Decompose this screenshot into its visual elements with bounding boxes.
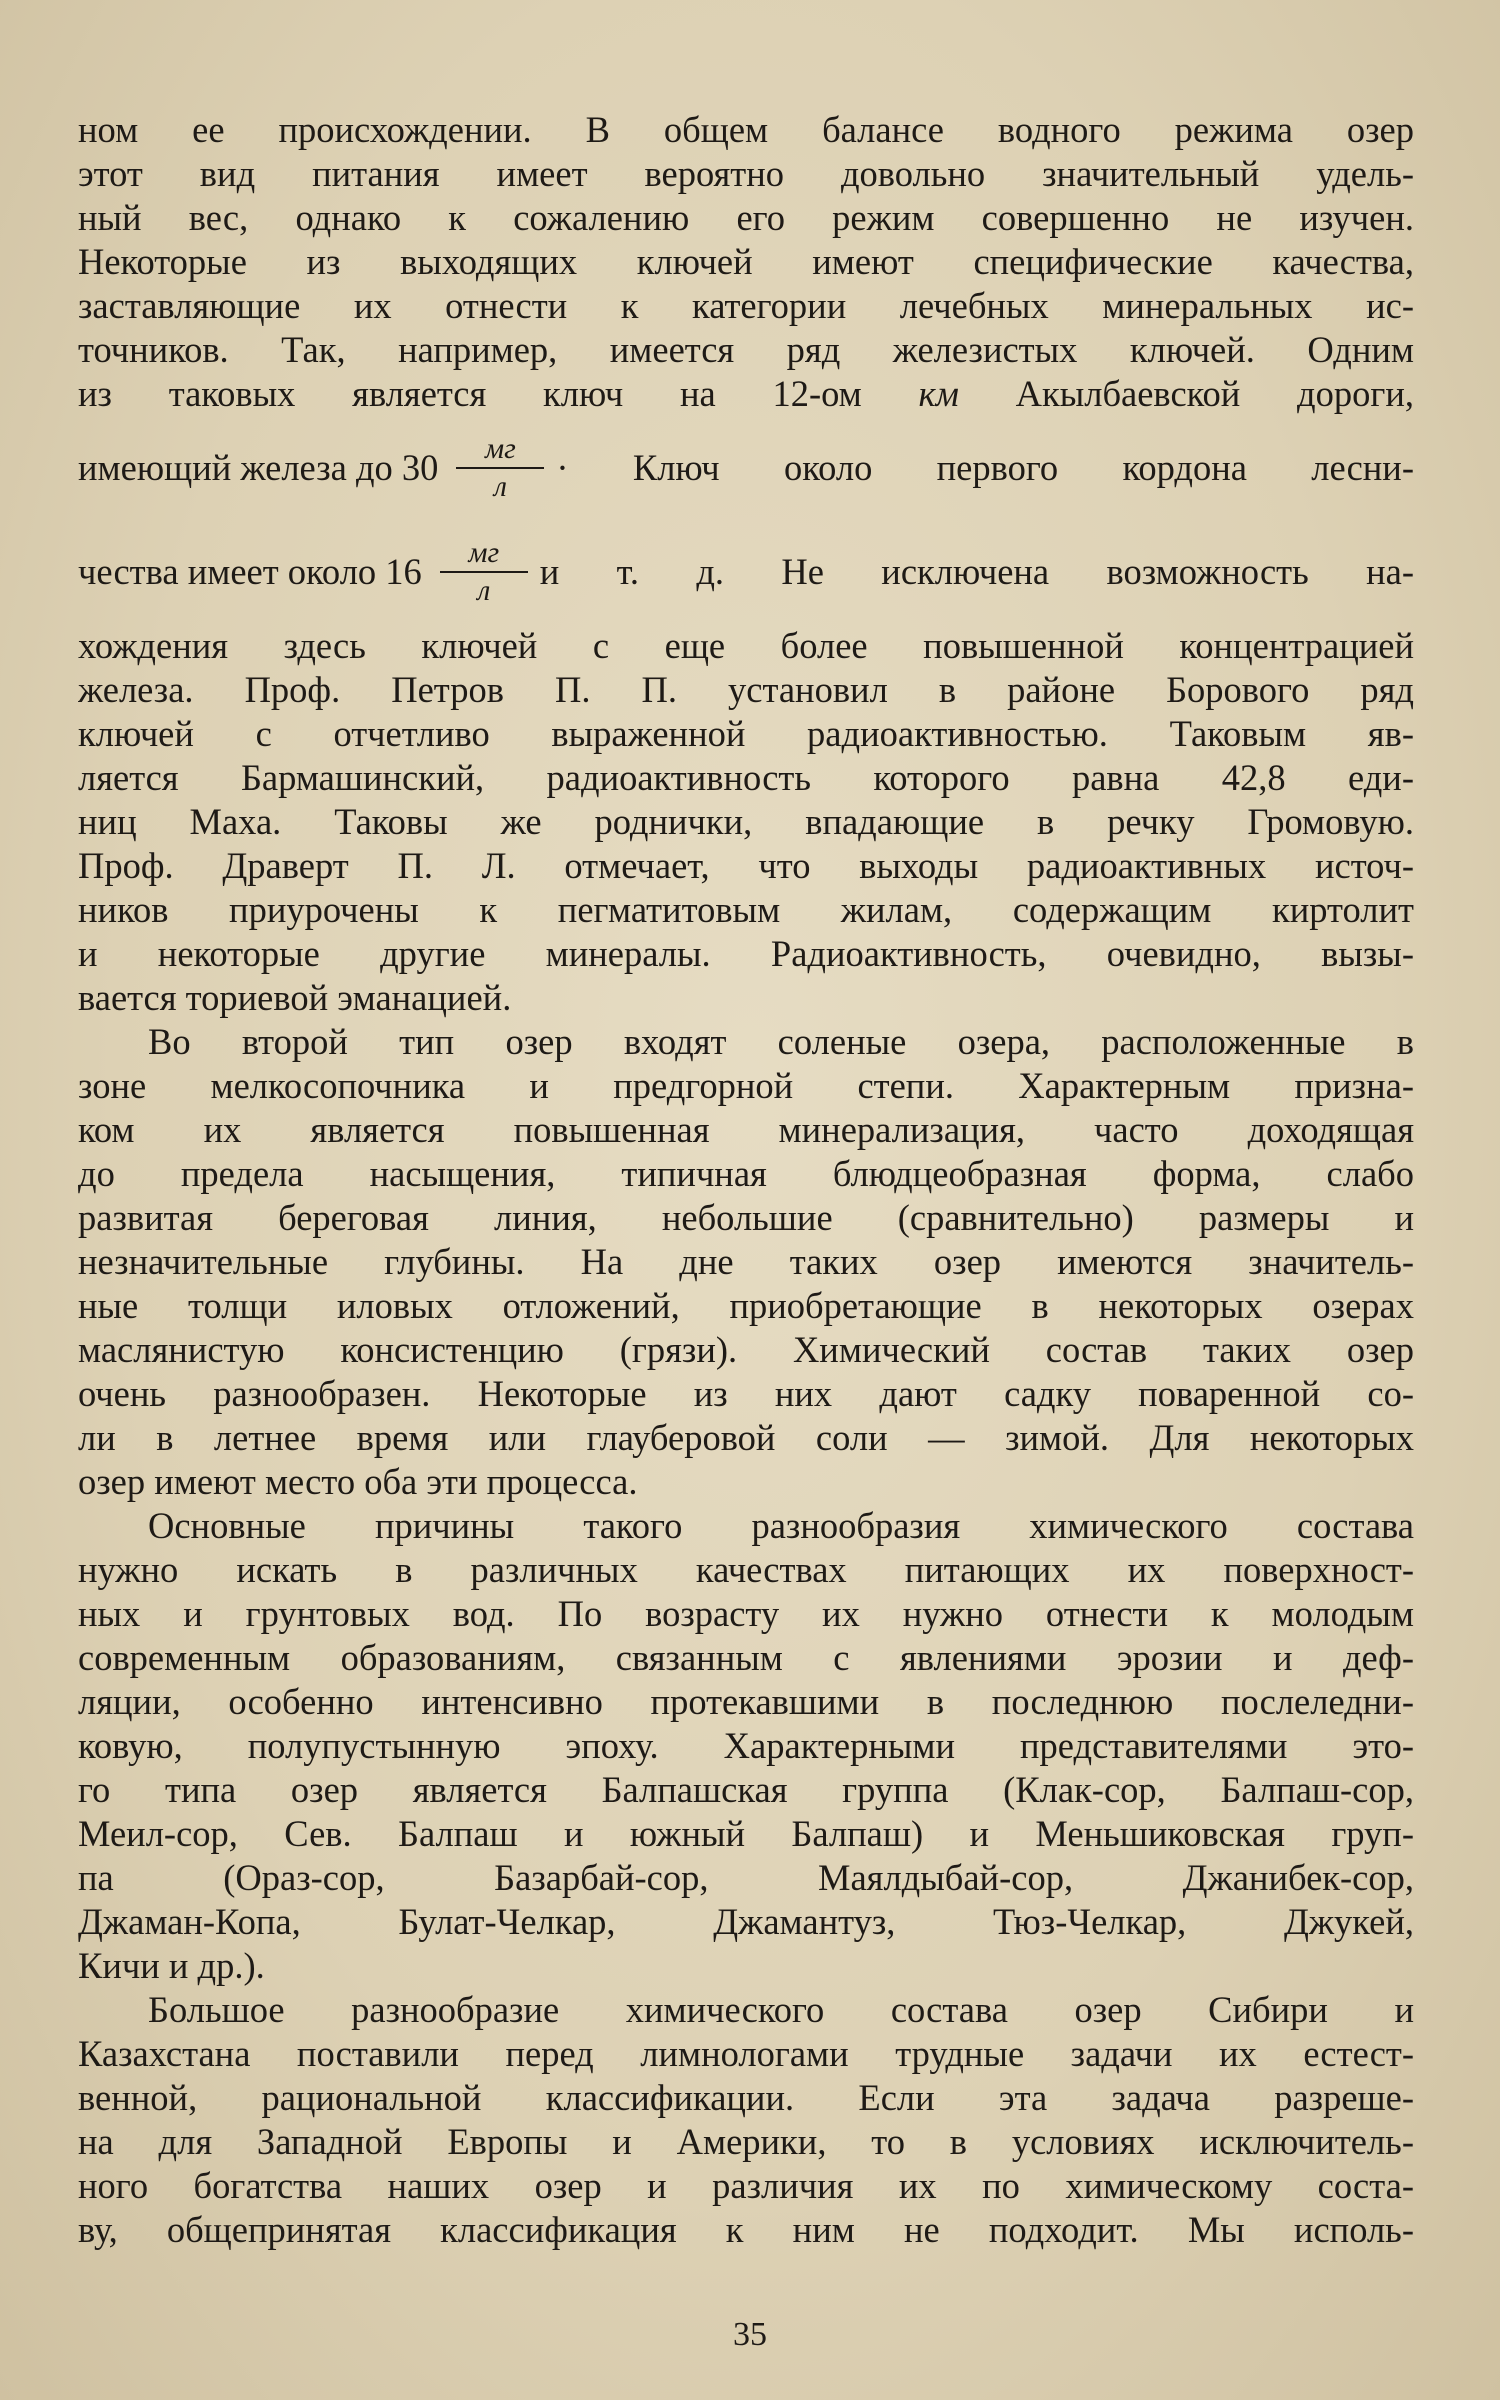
text-segment: чества имеет около 16 (78, 551, 422, 592)
text-line: ключей с отчетливо выраженной радиоактивностью. Таковым яв- (78, 713, 1414, 754)
text-line: венной, рациональной классификации. Если эта задача разреше- (78, 2077, 1414, 2118)
text-line: очень разнообразен. Некоторые из них дают садку поваренной со- (78, 1373, 1414, 1414)
text-line: этот вид питания имеет вероятно довольно значительный удель- (78, 153, 1414, 194)
text-line: незначительные глубины. На дне таких озер имеются значитель- (78, 1241, 1414, 1282)
fraction-denominator: л (477, 574, 491, 607)
text-line: ляции, особенно интенсивно протекавшими в последнюю послеледни- (78, 1681, 1414, 1722)
text-segment: · Ключ около первого кордона лесни- (556, 447, 1414, 488)
text-line: зоне мелкосопочника и предгорной степи. Характерным призна- (78, 1065, 1414, 1106)
text-line: ву, общепринятая классификация к ним не подходит. Мы исполь- (78, 2209, 1414, 2250)
paragraph-start-line: Большое разнообразие химического состава озер Сибири и (148, 1989, 1414, 2030)
text-line: современным образованиям, связанным с явлениями эрозии и деф- (78, 1637, 1414, 1678)
paragraph-start-line: Во второй тип озер входят соленые озера, расположенные в (148, 1021, 1414, 1062)
text-line: до предела насыщения, типичная блюдцеобразная форма, слабо (78, 1153, 1414, 1194)
text-line: ные толщи иловых отложений, приобретающие в некоторых озерах (78, 1285, 1414, 1326)
page-number: 35 (733, 2316, 767, 2353)
text-line: ниц Маха. Таковы же роднички, впадающие в речку Громовую. (78, 801, 1414, 842)
formula-line-iron (78, 416, 1414, 520)
text-line: Кичи и др.). (78, 1945, 265, 1986)
text-segment: и т. д. Не исключена возможность на- (539, 551, 1414, 592)
text-line: и некоторые другие минералы. Радиоактивность, очевидно, вызы- (78, 933, 1414, 974)
text-line: Меил-сор, Сев. Балпаш и южный Балпаш) и Меньшиковская груп- (78, 1813, 1414, 1854)
fraction-numerator: мг (468, 536, 500, 569)
text-line: ковую, полупустынную эпоху. Характерными представителями это- (78, 1725, 1414, 1766)
text-line: хождения здесь ключей с еще более повышенной концентрацией (78, 625, 1414, 666)
text-line: Казахстана поставили перед лимнологами трудные задачи их естест- (78, 2033, 1414, 2074)
text-line: нужно искать в различных качествах питающих их поверхност- (78, 1549, 1414, 1590)
text-line: Некоторые из выходящих ключей имеют специфические качества, (78, 241, 1414, 282)
text-line-km (78, 372, 1414, 416)
text-line: ном ее происхождении. В общем балансе водного режима озер (78, 109, 1414, 150)
fraction-denominator: л (493, 470, 507, 503)
text-segment: из таковых является ключ на 12-ом (78, 373, 919, 414)
text-line: ком их является повышенная минерализация, часто доходящая (78, 1109, 1414, 1150)
fraction-mg-per-l (440, 535, 528, 609)
text-line: ный вес, однако к сожалению его режим совершенно не изучен. (78, 197, 1414, 238)
text-line: ляется Бармашинский, радиоактивность которого равна 42,8 еди- (78, 757, 1414, 798)
text-segment: Акылбаевской дороги, (958, 373, 1414, 414)
text-line: железа. Проф. Петров П. П. установил в районе Борового ряд (78, 669, 1414, 710)
fraction-mg-per-l (456, 431, 544, 505)
text-line: ных и грунтовых вод. По возрасту их нужно отнести к молодым (78, 1593, 1414, 1634)
unit-km: км (918, 373, 959, 414)
text-segment: имеющий железа до 30 (78, 447, 439, 488)
text-line: ного богатства наших озер и различия их по химическому соста- (78, 2165, 1414, 2206)
text-line: точников. Так, например, имеется ряд железистых ключей. Одним (78, 329, 1414, 370)
text-line: го типа озер является Балпашская группа (Клак-сор, Балпаш-сор, (78, 1769, 1414, 1810)
fraction-numerator: мг (484, 432, 516, 465)
text-line: Джаман-Копа, Булат-Челкар, Джамантуз, Тюз-Челкар, Джукей, (78, 1901, 1414, 1942)
text-line: ников приурочены к пегматитовым жилам, содержащим киртолит (78, 889, 1414, 930)
text-line: развитая береговая линия, небольшие (сравнительно) размеры и (78, 1197, 1414, 1238)
text-line: заставляющие их отнести к категории лечебных минеральных ис- (78, 285, 1414, 326)
text-line: вается ториевой эманацией. (78, 977, 512, 1018)
text-line: на для Западной Европы и Америки, то в условиях исключитель- (78, 2121, 1414, 2162)
formula-line-forestry (78, 520, 1414, 624)
text-line: ли в летнее время или глауберовой соли — зимой. Для некоторых (78, 1417, 1414, 1458)
paragraph-start-line: Основные причины такого разнообразия химического состава (148, 1505, 1414, 1546)
text-line: озер имеют место оба эти процесса. (78, 1461, 638, 1502)
text-line: Проф. Драверт П. Л. отмечает, что выходы радиоактивных источ- (78, 845, 1414, 886)
body-text (78, 108, 1414, 2252)
text-line: па (Ораз-сор, Базарбай-сор, Маялдыбай-сор, Джанибек-сор, (78, 1857, 1414, 1898)
text-line: маслянистую консистенцию (грязи). Химический состав таких озер (78, 1329, 1414, 1370)
